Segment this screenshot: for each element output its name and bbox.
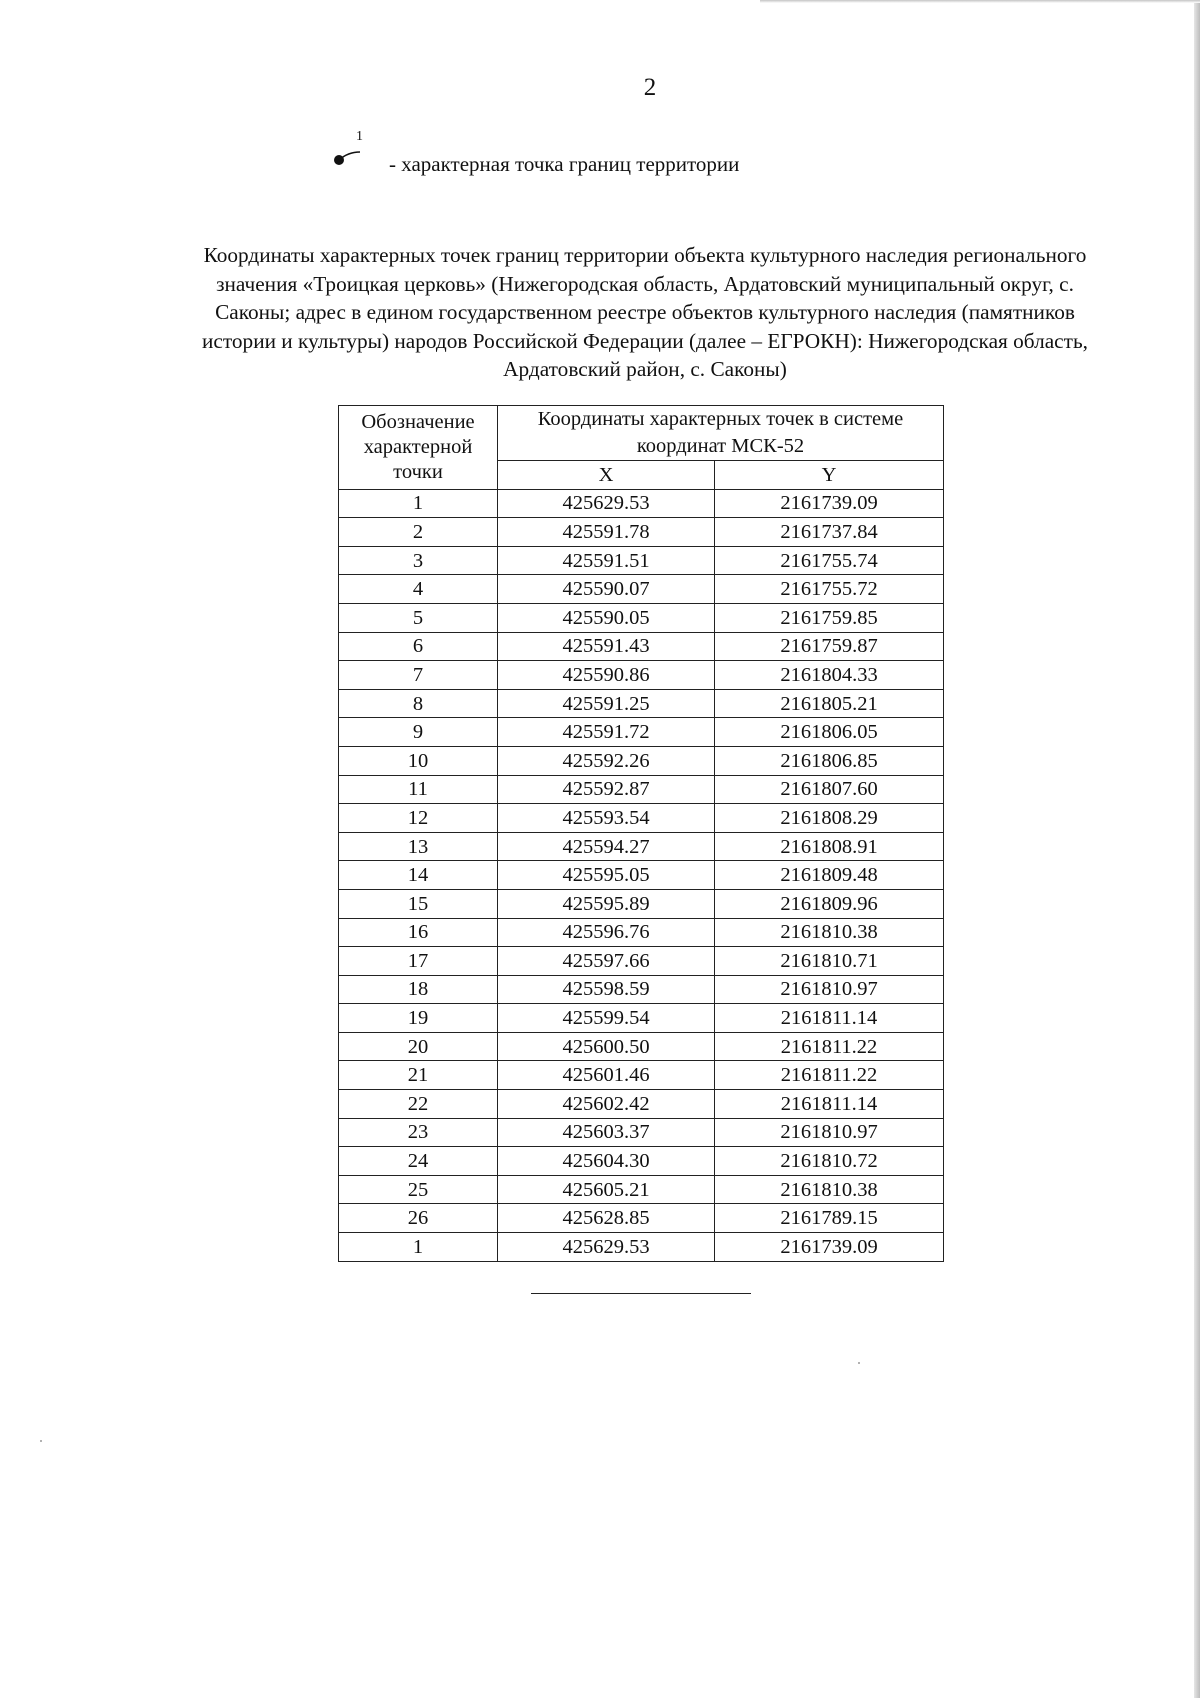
cell-x: 425599.54 <box>498 1004 715 1033</box>
table-row <box>339 518 944 547</box>
table-row <box>339 1032 944 1061</box>
cell-x: 425592.26 <box>498 746 715 775</box>
table-row <box>339 689 944 718</box>
cell-point: 7 <box>339 661 498 690</box>
cell-x: 425600.50 <box>498 1032 715 1061</box>
cell-point: 20 <box>339 1032 498 1061</box>
table-row <box>339 746 944 775</box>
cell-y: 2161805.21 <box>715 689 944 718</box>
table-row <box>339 546 944 575</box>
cell-point: 23 <box>339 1118 498 1147</box>
cell-x: 425593.54 <box>498 804 715 833</box>
cell-y: 2161739.09 <box>715 489 944 518</box>
scan-speck <box>40 1440 42 1442</box>
table-row <box>339 947 944 976</box>
cell-point: 2 <box>339 518 498 547</box>
cell-point: 8 <box>339 689 498 718</box>
cell-x: 425628.85 <box>498 1204 715 1233</box>
legend-text: - характерная точка границ территории <box>389 152 740 176</box>
cell-x: 425591.25 <box>498 689 715 718</box>
cell-point: 15 <box>339 889 498 918</box>
cell-point: 19 <box>339 1004 498 1033</box>
cell-y: 2161811.14 <box>715 1090 944 1119</box>
legend <box>330 130 890 180</box>
cell-point: 4 <box>339 575 498 604</box>
cell-x: 425596.76 <box>498 918 715 947</box>
table-row <box>339 1118 944 1147</box>
table-row <box>339 1233 944 1262</box>
scan-speck <box>858 1362 860 1364</box>
table-row <box>339 889 944 918</box>
cell-y: 2161811.22 <box>715 1061 944 1090</box>
table-header-row <box>339 406 944 461</box>
cell-x: 425605.21 <box>498 1175 715 1204</box>
cell-x: 425597.66 <box>498 947 715 976</box>
header-x: X <box>498 461 715 490</box>
cell-y: 2161808.29 <box>715 804 944 833</box>
cell-x: 425591.51 <box>498 546 715 575</box>
cell-point: 10 <box>339 746 498 775</box>
header-y: Y <box>715 461 944 490</box>
table-row <box>339 632 944 661</box>
cell-y: 2161810.38 <box>715 1175 944 1204</box>
cell-x: 425594.27 <box>498 832 715 861</box>
cell-x: 425603.37 <box>498 1118 715 1147</box>
cell-y: 2161809.48 <box>715 861 944 890</box>
cell-point: 24 <box>339 1147 498 1176</box>
cell-x: 425598.59 <box>498 975 715 1004</box>
cell-x: 425591.78 <box>498 518 715 547</box>
cell-y: 2161810.71 <box>715 947 944 976</box>
cell-point: 11 <box>339 775 498 804</box>
table-row <box>339 661 944 690</box>
table-body <box>339 489 944 1261</box>
cell-y: 2161807.60 <box>715 775 944 804</box>
cell-point: 9 <box>339 718 498 747</box>
cell-x: 425592.87 <box>498 775 715 804</box>
page-edge-shadow <box>1194 0 1200 1698</box>
cell-point: 21 <box>339 1061 498 1090</box>
cell-point: 18 <box>339 975 498 1004</box>
cell-point: 17 <box>339 947 498 976</box>
cell-y: 2161759.87 <box>715 632 944 661</box>
cell-x: 425590.05 <box>498 603 715 632</box>
cell-point: 1 <box>339 1233 498 1262</box>
table-row <box>339 489 944 518</box>
cell-y: 2161809.96 <box>715 889 944 918</box>
table-row <box>339 1204 944 1233</box>
cell-point: 26 <box>339 1204 498 1233</box>
table-row <box>339 1061 944 1090</box>
cell-point: 14 <box>339 861 498 890</box>
page-edge-shadow-top <box>760 0 1200 3</box>
cell-point: 22 <box>339 1090 498 1119</box>
cell-y: 2161806.85 <box>715 746 944 775</box>
table-row <box>339 1004 944 1033</box>
table-row <box>339 1090 944 1119</box>
table-row <box>339 918 944 947</box>
table-row <box>339 975 944 1004</box>
table-row <box>339 575 944 604</box>
cell-x: 425601.46 <box>498 1061 715 1090</box>
table-row <box>339 832 944 861</box>
cell-y: 2161811.14 <box>715 1004 944 1033</box>
document-heading: Координаты характерных точек границ территории объекта культурного наследия регионального значения «Троицкая церковь» (Нижегородская область, Ардатовский муниципальный округ, с. Саконы; адрес в едином государственном реестре объектов культурного наследия (памятников истории и культуры) народов Российской Федерации (далее – ЕГРОКН): Нижегородская область, Ардатовский район, с. Саконы) <box>202 243 1088 381</box>
table-row <box>339 718 944 747</box>
cell-y: 2161810.38 <box>715 918 944 947</box>
cell-x: 425604.30 <box>498 1147 715 1176</box>
cell-y: 2161810.72 <box>715 1147 944 1176</box>
table-row <box>339 861 944 890</box>
cell-point: 5 <box>339 603 498 632</box>
header-coordinates: Координаты характерных точек в системе координат МСК-52 <box>498 406 944 461</box>
end-rule-divider <box>531 1293 751 1294</box>
cell-x: 425595.05 <box>498 861 715 890</box>
cell-point: 16 <box>339 918 498 947</box>
cell-y: 2161739.09 <box>715 1233 944 1262</box>
cell-y: 2161737.84 <box>715 518 944 547</box>
cell-point: 3 <box>339 546 498 575</box>
table-row <box>339 804 944 833</box>
table-row <box>339 603 944 632</box>
table-row <box>339 775 944 804</box>
cell-x: 425629.53 <box>498 1233 715 1262</box>
cell-point: 6 <box>339 632 498 661</box>
coordinates-table <box>338 405 944 1262</box>
page-number: 2 <box>643 74 657 101</box>
cell-x: 425590.07 <box>498 575 715 604</box>
cell-x: 425595.89 <box>498 889 715 918</box>
cell-y: 2161810.97 <box>715 1118 944 1147</box>
cell-y: 2161755.72 <box>715 575 944 604</box>
cell-point: 12 <box>339 804 498 833</box>
cell-point: 25 <box>339 1175 498 1204</box>
boundary-point-icon <box>330 130 370 170</box>
cell-point: 1 <box>339 489 498 518</box>
cell-x: 425591.72 <box>498 718 715 747</box>
cell-point: 13 <box>339 832 498 861</box>
header-point-designation: Обозначение характерной точки <box>339 406 498 490</box>
cell-y: 2161759.85 <box>715 603 944 632</box>
cell-x: 425602.42 <box>498 1090 715 1119</box>
legend-symbol-label: 1 <box>356 130 363 144</box>
cell-y: 2161789.15 <box>715 1204 944 1233</box>
cell-y: 2161755.74 <box>715 546 944 575</box>
cell-x: 425590.86 <box>498 661 715 690</box>
cell-y: 2161806.05 <box>715 718 944 747</box>
cell-y: 2161808.91 <box>715 832 944 861</box>
cell-x: 425629.53 <box>498 489 715 518</box>
cell-y: 2161804.33 <box>715 661 944 690</box>
cell-x: 425591.43 <box>498 632 715 661</box>
table-row <box>339 1147 944 1176</box>
cell-y: 2161810.97 <box>715 975 944 1004</box>
table-row <box>339 1175 944 1204</box>
cell-y: 2161811.22 <box>715 1032 944 1061</box>
